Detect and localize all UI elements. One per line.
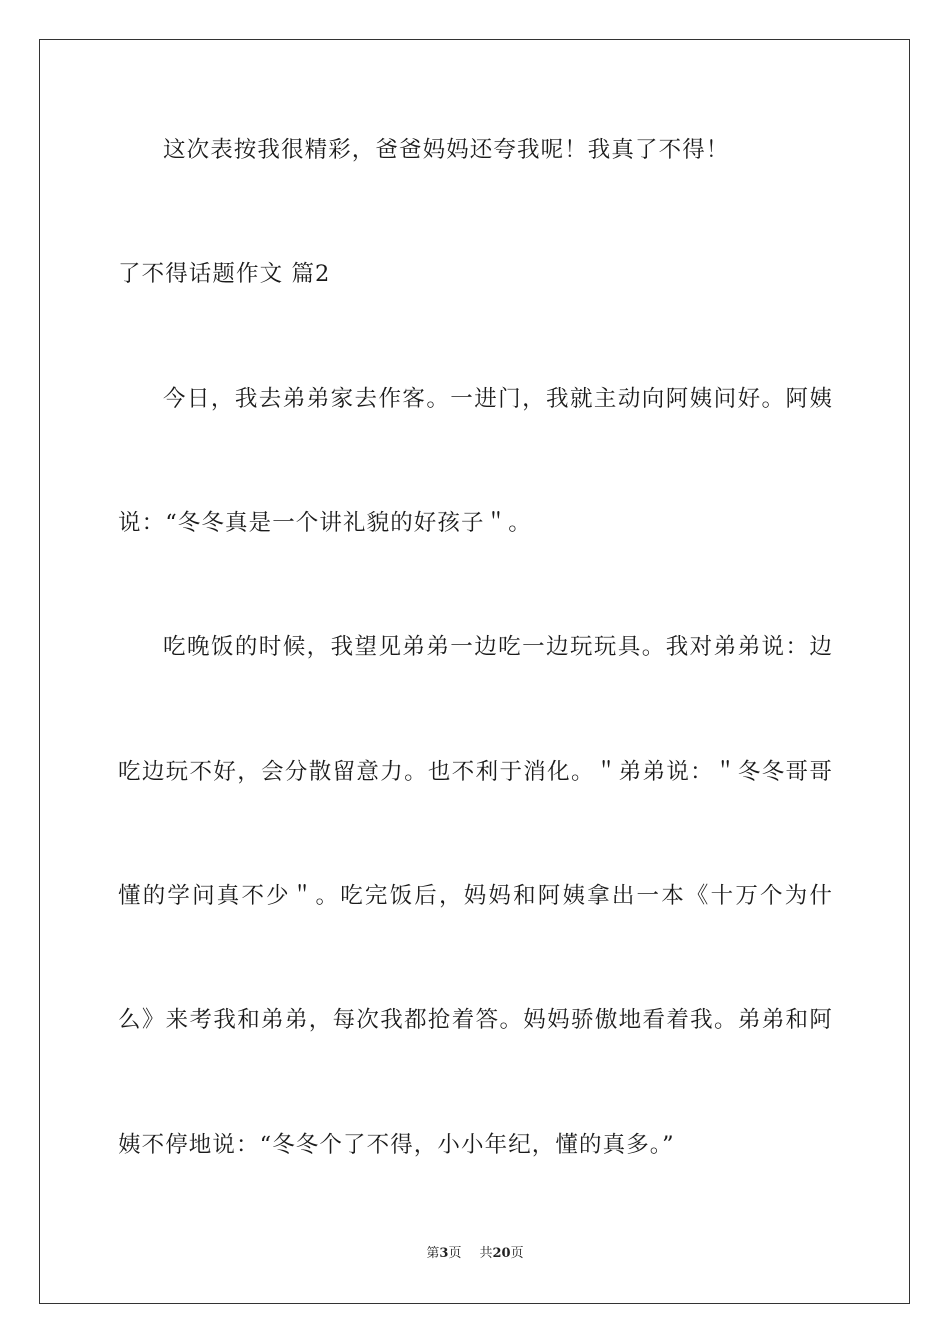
total-unit: 页 [510, 1246, 524, 1261]
paragraph-line-2: 今日，我去弟弟家去作客。一进门，我就主动向阿姨问好。阿姨 [163, 386, 833, 412]
page-unit: 页 [448, 1246, 462, 1261]
page-footer [0, 1245, 950, 1263]
current-page-number: 3 [439, 1246, 449, 1261]
paragraph-line-5: 吃边玩不好，会分散留意力。也不利于消化。＂弟弟说：＂冬冬哥哥 [118, 759, 833, 785]
page-prefix: 第 [426, 1246, 440, 1261]
paragraph-line-4: 吃晚饭的时候，我望见弟弟一边吃一边玩玩具。我对弟弟说：边 [163, 634, 833, 660]
paragraph-line-8: 姨不停地说：“冬冬个了不得，小小年纪，懂的真多。” [118, 1132, 675, 1158]
total-prefix: 共 [479, 1246, 493, 1261]
total-page-count: 20 [492, 1246, 511, 1261]
paragraph-line-1: 这次表按我很精彩，爸爸妈妈还夸我呢！我真了不得！ [163, 137, 730, 163]
section-heading: 了不得话题作文 篇2 [118, 261, 331, 287]
paragraph-line-7: 么》来考我和弟弟，每次我都抢着答。妈妈骄傲地看着我。弟弟和阿 [118, 1007, 833, 1033]
paragraph-line-6: 懂的学问真不少＂。吃完饭后，妈妈和阿姨拿出一本《十万个为什 [118, 883, 833, 909]
page-border [39, 39, 910, 1304]
paragraph-line-3: 说：“冬冬真是一个讲礼貌的好孩子＂。 [118, 510, 532, 536]
